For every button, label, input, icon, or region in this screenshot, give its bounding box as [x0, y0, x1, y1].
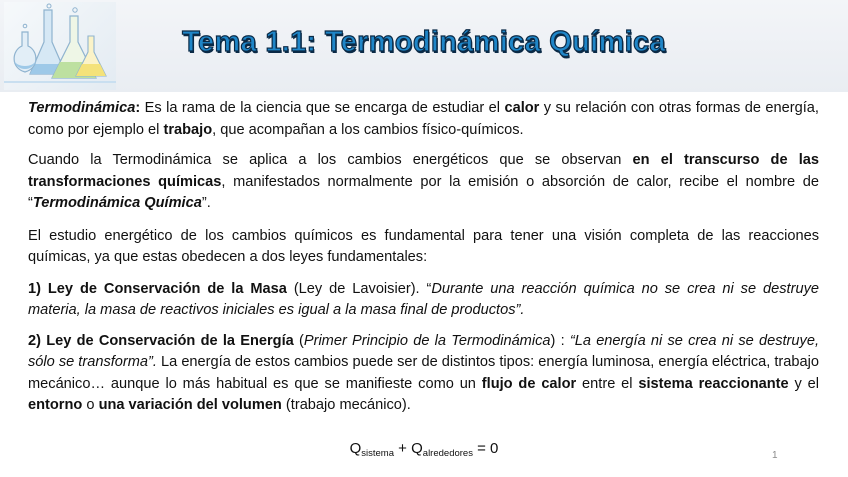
- term-termodinamica: Termodinámica: [28, 100, 136, 116]
- laws-intro-paragraph: El estudio energético de los cambios químicos es fundamental para tener una visión completa de las reacciones químicas, ya que estas obedecen a dos leyes fundamentales:: [28, 227, 819, 265]
- slide-title: Tema 1.1: Termodinámica Química: [182, 26, 666, 58]
- mass-conservation-law: 1) Ley de Conservación de la Masa (Ley de Lavoisier). “Durante una reacción química no se crea ni se destruye materia, la masa de reactivos iniciales es igual a la masa final de productos”.: [28, 280, 819, 318]
- term-termodinamica-quimica: Termodinámica Química: [32, 195, 202, 211]
- definition-paragraph: Termodinámica: Es la rama de la ciencia que se encarga de estudiar el calor y su relación con otras formas de energía, como por ejemplo el trabajo, que acompañan a los cambios físico-químicos.: [28, 100, 819, 138]
- term-calor: calor: [504, 100, 540, 116]
- energy-balance-equation: $Q_{sistema} + Q_{alrededores} = 0$: [349, 440, 499, 459]
- energy-conservation-law: 2) Ley de Conservación de la Energía (Primer Principio de la Termodinámica) : “La energía ni se crea ni se destruye, sólo se transforma”. La energía de estos cambios puede ser de distintos tipos: energía luminosa, energía eléctrica, trabajo mecánico… aunque lo más habitual es que se manifieste como un flujo de calor entre el sistema reaccionante y el entorno o una variación del volumen (trabajo mecánico).: [28, 332, 819, 413]
- slide-body: [28, 98, 819, 417]
- page-number: 1: [772, 450, 778, 461]
- term-trabajo: trabajo: [163, 121, 213, 138]
- thermochemistry-paragraph: Cuando la Termodinámica se aplica a los cambios energéticos que se observan en el transcurso de las transformaciones químicas, manifestados normalmente por la emisión o absorción de calor, recibe el nombre de “Termodinámica Química”.: [28, 152, 819, 211]
